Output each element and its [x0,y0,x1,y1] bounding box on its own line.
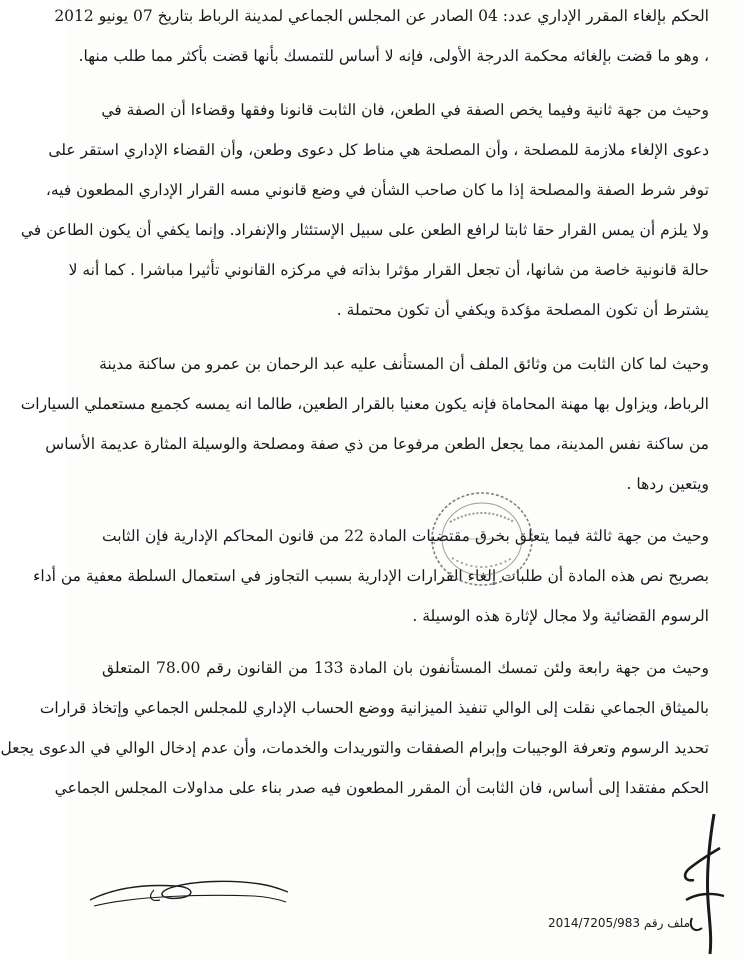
text-line: ، وهو ما قضت بإلغائه محكمة الدرجة الأولى، فإنه لا أساس للتمسك بأنها قضت بأكثر مما طلب منها. [78,47,709,65]
text-line: وحيث لما كان الثابت من وثائق الملف أن المستأنف عليه عبد الرحمان بن عمرو من ساكنة مدينة [99,355,709,373]
text-line: وحيث من جهة ثانية وفيما يخص الصفة في الطعن، فان الثابت قانونا وفقها وقضاءا أن الصفة في [101,101,709,119]
paragraph-2 [20,100,709,321]
text-line: ويتعين ردها . [626,475,709,493]
text-line: دعوى الإلغاء ملازمة للمصلحة ، وأن المصلحة هي مناط كل دعوى وطعن، وأن القضاء الإداري استقر على [48,141,709,159]
text-line: توفر شرط الصفة والمصلحة إذا ما كان صاحب الشأن في وضع قانوني مسه القرار الإداري المطعون فيه، [45,181,709,199]
text-line: الرسوم القضائية ولا مجال لإثارة هذه الوسيلة . [412,607,709,625]
file-reference-number: 2014/7205/983 [548,916,641,930]
handwritten-initials-icon [670,808,734,958]
text-line: يشترط أن تكون المصلحة مؤكدة ويكفي أن تكون محتملة . [336,301,709,319]
text-line: وحيث من جهة ثالثة فيما يتعلق بخرق مقتضيات المادة 22 من قانون المحاكم الإدارية فإن الثابت [102,527,709,545]
text-line: تحديد الرسوم وتعرفة الوجيبات وإبرام الصفقات والتوريدات والخدمات، وأن عدم إدخال الوالي في الدعوى يجعل [0,739,709,757]
text-line: وحيث من جهة رابعة ولئن تمسك المستأنفون بان المادة 133 من القانون رقم 78.00 المتعلق [102,659,709,677]
text-line: الرباط، ويزاول بها مهنة المحاماة فإنه يكون معنيا بالقرار الطعين، طالما انه يمسه كجميع مستعملي السيارات [20,395,709,413]
text-line: الحكم بإلغاء المقرر الإداري عدد: 04 الصادر عن المجلس الجماعي لمدينة الرباط بتاريخ 07 يونيو 2012 [54,7,709,25]
text-line: الحكم مفتقدا إلى أساس، فان الثابت أن المقرر المطعون فيه صدر بناء على مداولات المجلس الجماعي [54,779,709,797]
document-body [0,2,709,799]
paragraph-4 [33,526,709,627]
paragraph-1 [54,6,709,67]
file-reference [544,916,690,930]
text-line: من ساكنة نفس المدينة، مما يجعل الطعن مرفوعا من ذي صفة ومصلحة والوسيلة المثارة عديمة الأساس [45,435,709,453]
text-line: ولا يلزم أن يمس القرار حقا ثابتا لرافع الطعن على سبيل الإستئثار والإنفراد. وإنما يكفي أن يكون الطاعن في [20,221,709,239]
file-reference-label: ملف رقم [643,916,691,930]
paragraph-3 [20,354,709,495]
text-line: بالميثاق الجماعي نقلت إلى الوالي تنفيذ الميزانية ووضع الحساب الإداري للمجلس الجماعي وإتخاذ قرارات [39,699,709,717]
text-line: بصريح نص هذه المادة أن طلبات إلغاء القرارات الإدارية بسبب التجاوز في استعمال السلطة معفية من أداء [33,567,709,585]
text-line: حالة قانونية خاصة من شانها، أن تجعل القرار مؤثرا بذاته في مركزه القانوني تأثيرا مباشرا . كما أنه لا [68,261,709,279]
paragraph-5 [0,658,709,799]
signature-icon [84,866,294,916]
